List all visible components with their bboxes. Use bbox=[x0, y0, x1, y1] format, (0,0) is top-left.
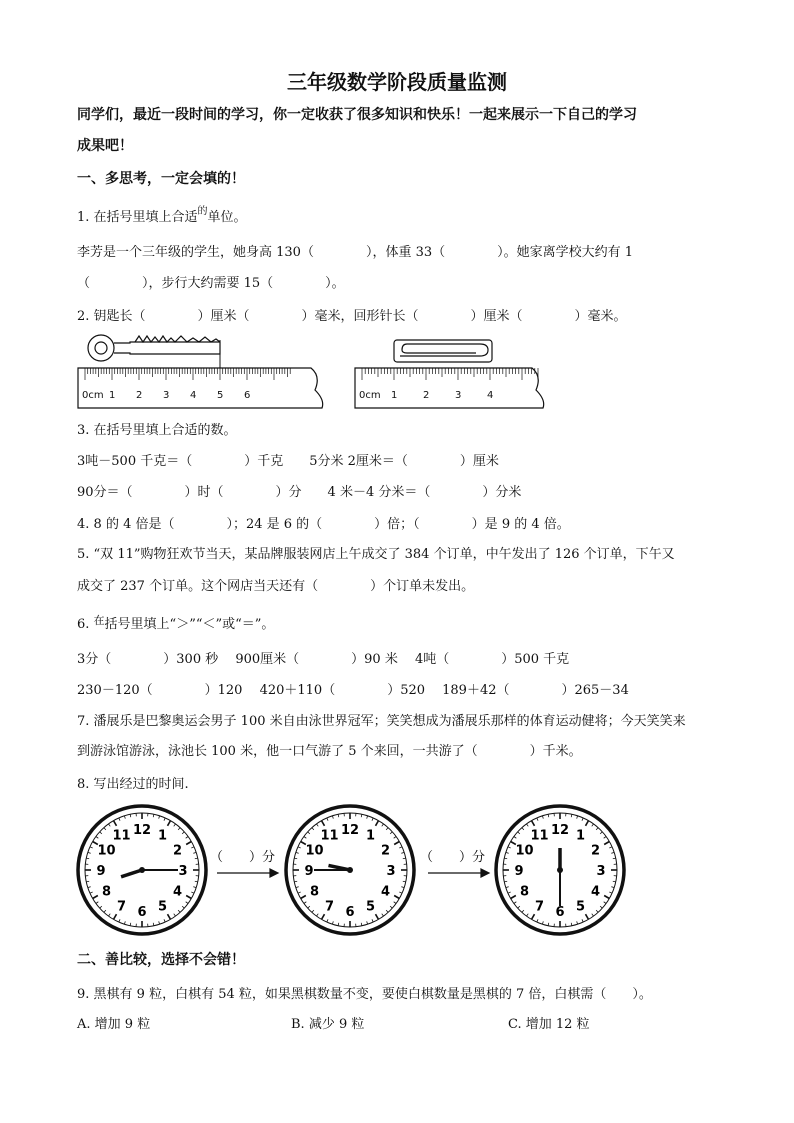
question-7-line-1: 7. 潘展乐是巴黎奥运会男子 100 米自由泳世界冠军；笑笑想成为潘展乐那样的体育运动健将；今天笑笑来 bbox=[77, 714, 686, 729]
ruler-label: 3 bbox=[455, 390, 462, 401]
arrow-2-label: （ ）分 bbox=[420, 850, 486, 865]
question-6-title bbox=[77, 613, 274, 632]
clock-number: 5 bbox=[157, 899, 168, 915]
clock-2 bbox=[286, 806, 414, 934]
arrow-2 bbox=[428, 869, 489, 877]
clock-number: 12 bbox=[340, 823, 360, 838]
clock-number: 3 bbox=[596, 864, 606, 879]
clock-number: 4 bbox=[590, 884, 601, 900]
clock-center bbox=[347, 867, 353, 873]
clock-center bbox=[557, 867, 563, 873]
clock-number: 11 bbox=[530, 828, 549, 844]
clock-number: 8 bbox=[101, 884, 112, 900]
clock-number: 10 bbox=[515, 843, 534, 859]
ruler-label: 6 bbox=[244, 390, 251, 401]
clock-number: 7 bbox=[116, 899, 127, 915]
ruler-label: 4 bbox=[190, 390, 197, 401]
question-6-line-2: 230－120（ ）120 420＋110（ ）520 189＋42（ ）265－34 bbox=[77, 683, 629, 698]
clock-number: 11 bbox=[320, 828, 339, 844]
option-b: B. 减少 9 粒 bbox=[291, 1017, 365, 1032]
paperclip-ruler-figure bbox=[352, 328, 547, 412]
clock-number: 5 bbox=[575, 899, 586, 915]
question-1-line-2: （ ），步行大约需要 15（ ）。 bbox=[77, 276, 345, 291]
clock-number: 9 bbox=[514, 864, 524, 879]
intro-line-2: 成果吧！ bbox=[77, 138, 133, 154]
question-3-line-1: 3吨－500 千克＝（ ）千克 5分米 2厘米＝（ ）厘米 bbox=[77, 454, 499, 469]
arrow-1 bbox=[217, 869, 278, 877]
ruler-label: 0cm bbox=[359, 390, 381, 401]
q6-prefix: 6. bbox=[77, 617, 94, 632]
key-icon bbox=[88, 335, 220, 361]
clock-number: 12 bbox=[550, 823, 570, 838]
clock-number: 10 bbox=[305, 843, 324, 859]
clock-number: 2 bbox=[380, 843, 391, 859]
q1-title-small: 的 bbox=[197, 206, 208, 217]
ruler-label: 2 bbox=[423, 390, 430, 401]
clock-number: 1 bbox=[365, 828, 376, 844]
question-7-line-2: 到游泳馆游泳，泳池长 100 米，他一口气游了 5 个来回，一共游了（ ）千米。 bbox=[77, 744, 582, 759]
q6-small: 在 bbox=[93, 614, 105, 627]
clock-number: 4 bbox=[172, 884, 183, 900]
ruler-label: 2 bbox=[136, 390, 143, 401]
clock-number: 6 bbox=[137, 905, 147, 920]
q1-title-text: 1. 在括号里填上合适 bbox=[77, 210, 198, 225]
question-1-line-1: 李芳是一个三年级的学生，她身高 130（ ），体重 33（ ）。她家离学校大约有 1 bbox=[77, 245, 634, 260]
option-a: A. 增加 9 粒 bbox=[77, 1017, 151, 1032]
question-9-line: 9. 黑棋有 9 粒，白棋有 54 粒，如果黑棋数量不变，要使白棋数量是黑棋的 7 倍，白棋需（ ）。 bbox=[77, 987, 652, 1002]
q1-title-end: 单位。 bbox=[207, 210, 247, 225]
clock-number: 2 bbox=[590, 843, 601, 859]
ruler-body-2 bbox=[355, 368, 544, 408]
clock-number: 9 bbox=[96, 864, 106, 879]
question-5-line-1: 5. “双 11”购物狂欢节当天，某品牌服装网店上午成交了 384 个订单，中午发出了 126 个订单，下午又 bbox=[77, 547, 675, 562]
q6-rest: 括号里填上“＞”“＜”或“＝”。 bbox=[104, 617, 275, 632]
clock-number: 10 bbox=[97, 843, 116, 859]
paperclip-icon bbox=[394, 340, 492, 362]
clock-number: 4 bbox=[380, 884, 391, 900]
clock-number: 6 bbox=[555, 905, 565, 920]
key-ruler-figure bbox=[75, 328, 327, 412]
clock-number: 3 bbox=[178, 864, 188, 879]
question-2-line: 2. 钥匙长（ ）厘米（ ）毫米，回形针长（ ）厘米（ ）毫米。 bbox=[77, 309, 627, 324]
clock-number: 8 bbox=[309, 884, 320, 900]
arrow-1-label: （ ）分 bbox=[210, 850, 276, 865]
clock-number: 3 bbox=[386, 864, 396, 879]
ruler-label: 0cm bbox=[82, 390, 104, 401]
question-8-title: 8. 写出经过的时间. bbox=[77, 777, 189, 792]
question-3-line-2: 90分＝（ ）时（ ）分 4 米－4 分米＝（ ）分米 bbox=[77, 485, 522, 500]
question-4-line: 4. 8 的 4 倍是（ ）；24 是 6 的（ ）倍；（ ）是 9 的 4 倍。 bbox=[77, 517, 570, 532]
clock-number: 1 bbox=[157, 828, 168, 844]
question-6-line-1: 3分（ ）300 秒 900厘米（ ）90 米 4吨（ ）500 千克 bbox=[77, 652, 570, 667]
clock-number: 9 bbox=[304, 864, 314, 879]
clock-number: 8 bbox=[519, 884, 530, 900]
clock-number: 1 bbox=[575, 828, 586, 844]
intro-line-1: 同学们，最近一段时间的学习，你一定收获了很多知识和快乐！一起来展示一下自己的学习 bbox=[77, 107, 637, 123]
question-1-title bbox=[77, 206, 247, 225]
question-5-line-2: 成交了 237 个订单。这个网店当天还有（ ）个订单未发出。 bbox=[77, 579, 475, 594]
clock-number: 6 bbox=[345, 905, 355, 920]
clock-number: 7 bbox=[534, 899, 545, 915]
option-c: C. 增加 12 粒 bbox=[508, 1017, 590, 1032]
section-1-heading: 一、多思考，一定会填的！ bbox=[77, 171, 245, 187]
clock-number: 11 bbox=[112, 828, 131, 844]
page-title: 三年级数学阶段质量监测 bbox=[287, 70, 507, 94]
ruler-body-1 bbox=[78, 368, 323, 408]
clock-number: 12 bbox=[132, 823, 152, 838]
ruler-label: 3 bbox=[163, 390, 170, 401]
section-2-heading: 二、善比较，选择不会错！ bbox=[77, 952, 245, 968]
clock-1 bbox=[78, 806, 206, 934]
clock-number: 2 bbox=[172, 843, 183, 859]
ruler-label: 5 bbox=[217, 390, 224, 401]
clock-3 bbox=[496, 806, 624, 934]
question-3-title: 3. 在括号里填上合适的数。 bbox=[77, 423, 237, 438]
clocks-figure bbox=[70, 800, 635, 940]
clock-number: 5 bbox=[365, 899, 376, 915]
ruler-label: 1 bbox=[109, 390, 116, 401]
clock-number: 7 bbox=[324, 899, 335, 915]
ruler-label: 4 bbox=[487, 390, 494, 401]
clock-center bbox=[139, 867, 145, 873]
ruler-label: 1 bbox=[391, 390, 398, 401]
